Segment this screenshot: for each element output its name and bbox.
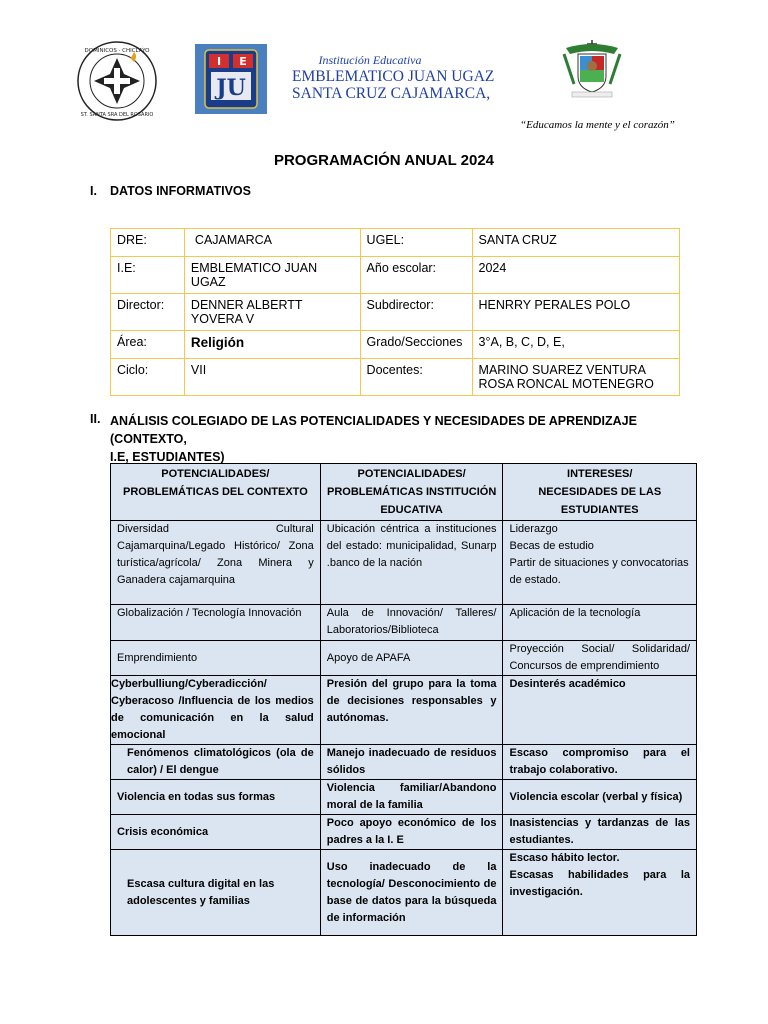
school-motto: “Educamos la mente y el corazón”	[520, 119, 675, 131]
svg-text:ST. SANTA SRA DEL ROSARIO: ST. SANTA SRA DEL ROSARIO	[80, 112, 154, 118]
table-cell: Escaso hábito lector. Escasas habilidades para la investigación.	[503, 850, 697, 936]
table-cell: Aplicación de la tecnología	[503, 605, 697, 641]
table-cell: Aula de Innovación/ Talleres/ Laboratorios/Biblioteca	[320, 605, 503, 641]
info-label: Año escolar:	[360, 257, 472, 294]
svg-text:JU: JU	[216, 75, 246, 101]
table-row	[111, 780, 697, 815]
teacher-name: ROSA RONCAL MOTENEGRO	[478, 377, 654, 391]
school-name: EMBLEMATICO JUAN UGAZ	[292, 68, 495, 85]
table-row	[111, 676, 697, 745]
table-row	[111, 521, 697, 605]
section-2-heading-line: I.E, ESTUDIANTES)	[110, 450, 225, 464]
table-cell: Desinterés académico	[503, 676, 697, 745]
info-label: I.E:	[111, 257, 185, 294]
analysis-table	[110, 463, 697, 936]
section-2-heading-line: ANÁLISIS COLEGIADO DE LAS POTENCIALIDADES Y NECESIDADES DE APRENDIZAJE (CONTEXTO,	[110, 414, 637, 446]
school-location: SANTA CRUZ CAJAMARCA,	[292, 85, 491, 102]
info-value: HENRRY PERALES POLO	[472, 294, 679, 331]
table-cell: Violencia familiar/Abandono moral de la familia	[320, 780, 503, 815]
table-header-row	[111, 464, 697, 521]
document-title: PROGRAMACIÓN ANUAL 2024	[273, 152, 495, 169]
general-info-table	[110, 228, 680, 396]
table-cell: Violencia en todas sus formas	[111, 780, 321, 815]
column-header: POTENCIALIDADES/ PROBLEMÁTICAS DEL CONTEXTO	[111, 464, 321, 521]
institution-label: Institución Educativa	[318, 53, 422, 67]
table-row	[111, 850, 697, 936]
info-label: Subdirector:	[360, 294, 472, 331]
svg-text:E: E	[239, 55, 247, 68]
table-cell: Poco apoyo económico de los padres a la I. E	[320, 815, 503, 850]
svg-text:DOMINICOS · CHICLAYO: DOMINICOS · CHICLAYO	[84, 48, 150, 54]
table-cell: Uso inadecuado de la tecnología/ Desconocimiento de base de datos para la búsqueda de información	[320, 850, 503, 936]
table-row	[111, 815, 697, 850]
table-row	[111, 641, 697, 676]
table-cell: Fenómenos climatológicos (ola de calor) / El dengue	[111, 745, 321, 780]
info-value: SANTA CRUZ	[472, 229, 679, 257]
info-label: Docentes:	[360, 359, 472, 396]
section-1-number: I.	[90, 184, 97, 198]
table-cell: Inasistencias y tardanzas de las estudiantes.	[503, 815, 697, 850]
table-cell: Escasa cultura digital en las adolescentes y familias	[111, 850, 321, 936]
table-cell: Presión del grupo para la toma de decisiones responsables y autónomas.	[320, 676, 503, 745]
info-value: 2024	[472, 257, 679, 294]
column-header: POTENCIALIDADES/ PROBLEMÁTICAS INSTITUCIÓN EDUCATIVA	[320, 464, 503, 521]
table-cell: Manejo inadecuado de residuos sólidos	[320, 745, 503, 780]
info-value: Religión	[184, 331, 360, 359]
info-value	[472, 359, 679, 396]
section-1-heading: DATOS INFORMATIVOS	[110, 184, 251, 198]
info-label: Grado/Secciones	[360, 331, 472, 359]
table-row	[111, 294, 680, 331]
teacher-name: MARINO SUAREZ VENTURA	[478, 363, 646, 377]
section-2-heading	[110, 412, 710, 466]
table-cell: Cyberbulliung/Cyberadicción/ Cyberacoso /Influencia de los medios de comunicación en la salud emocional	[111, 676, 321, 745]
info-label: DRE:	[111, 229, 185, 257]
info-value: 3°A, B, C, D, E,	[472, 331, 679, 359]
table-cell: Liderazgo Becas de estudio Partir de situaciones y convocatorias de estado.	[503, 521, 697, 605]
school-name-block	[230, 68, 622, 102]
table-cell: Emprendimiento	[111, 641, 321, 676]
svg-text:I: I	[216, 55, 222, 68]
section-2-number: II.	[90, 412, 101, 426]
info-value: CAJAMARCA	[184, 229, 360, 257]
table-cell: Crisis económica	[111, 815, 321, 850]
table-row	[111, 229, 680, 257]
dominican-seal-logo	[76, 40, 158, 122]
table-cell: Ubicación céntrica a instituciones del estado: municipalidad, Sunarp .banco de la nación	[320, 521, 503, 605]
table-cell: Apoyo de APAFA	[320, 641, 503, 676]
info-value: DENNER ALBERTT YOVERA V	[184, 294, 360, 331]
info-value: VII	[184, 359, 360, 396]
table-row	[111, 331, 680, 359]
info-label: Director:	[111, 294, 185, 331]
info-label: Ciclo:	[111, 359, 185, 396]
info-label: UGEL:	[360, 229, 472, 257]
table-cell: Proyección Social/ Solidaridad/ Concursos de emprendimiento	[503, 641, 697, 676]
table-cell: Escaso compromiso para el trabajo colaborativo.	[503, 745, 697, 780]
info-label: Área:	[111, 331, 185, 359]
table-row	[111, 257, 680, 294]
table-cell: Diversidad Cultural Cajamarquina/Legado Histórico/ Zona turística/agrícola/ Zona Minera y Ganadera cajamarquina	[111, 521, 321, 605]
table-cell: Globalización / Tecnología Innovación	[111, 605, 321, 641]
table-row	[111, 745, 697, 780]
table-row	[111, 605, 697, 641]
table-row	[111, 359, 680, 396]
table-cell: Violencia escolar (verbal y física)	[503, 780, 697, 815]
info-value: EMBLEMATICO JUAN UGAZ	[184, 257, 360, 294]
column-header: INTERESES/ NECESIDADES DE LAS ESTUDIANTES	[503, 464, 697, 521]
